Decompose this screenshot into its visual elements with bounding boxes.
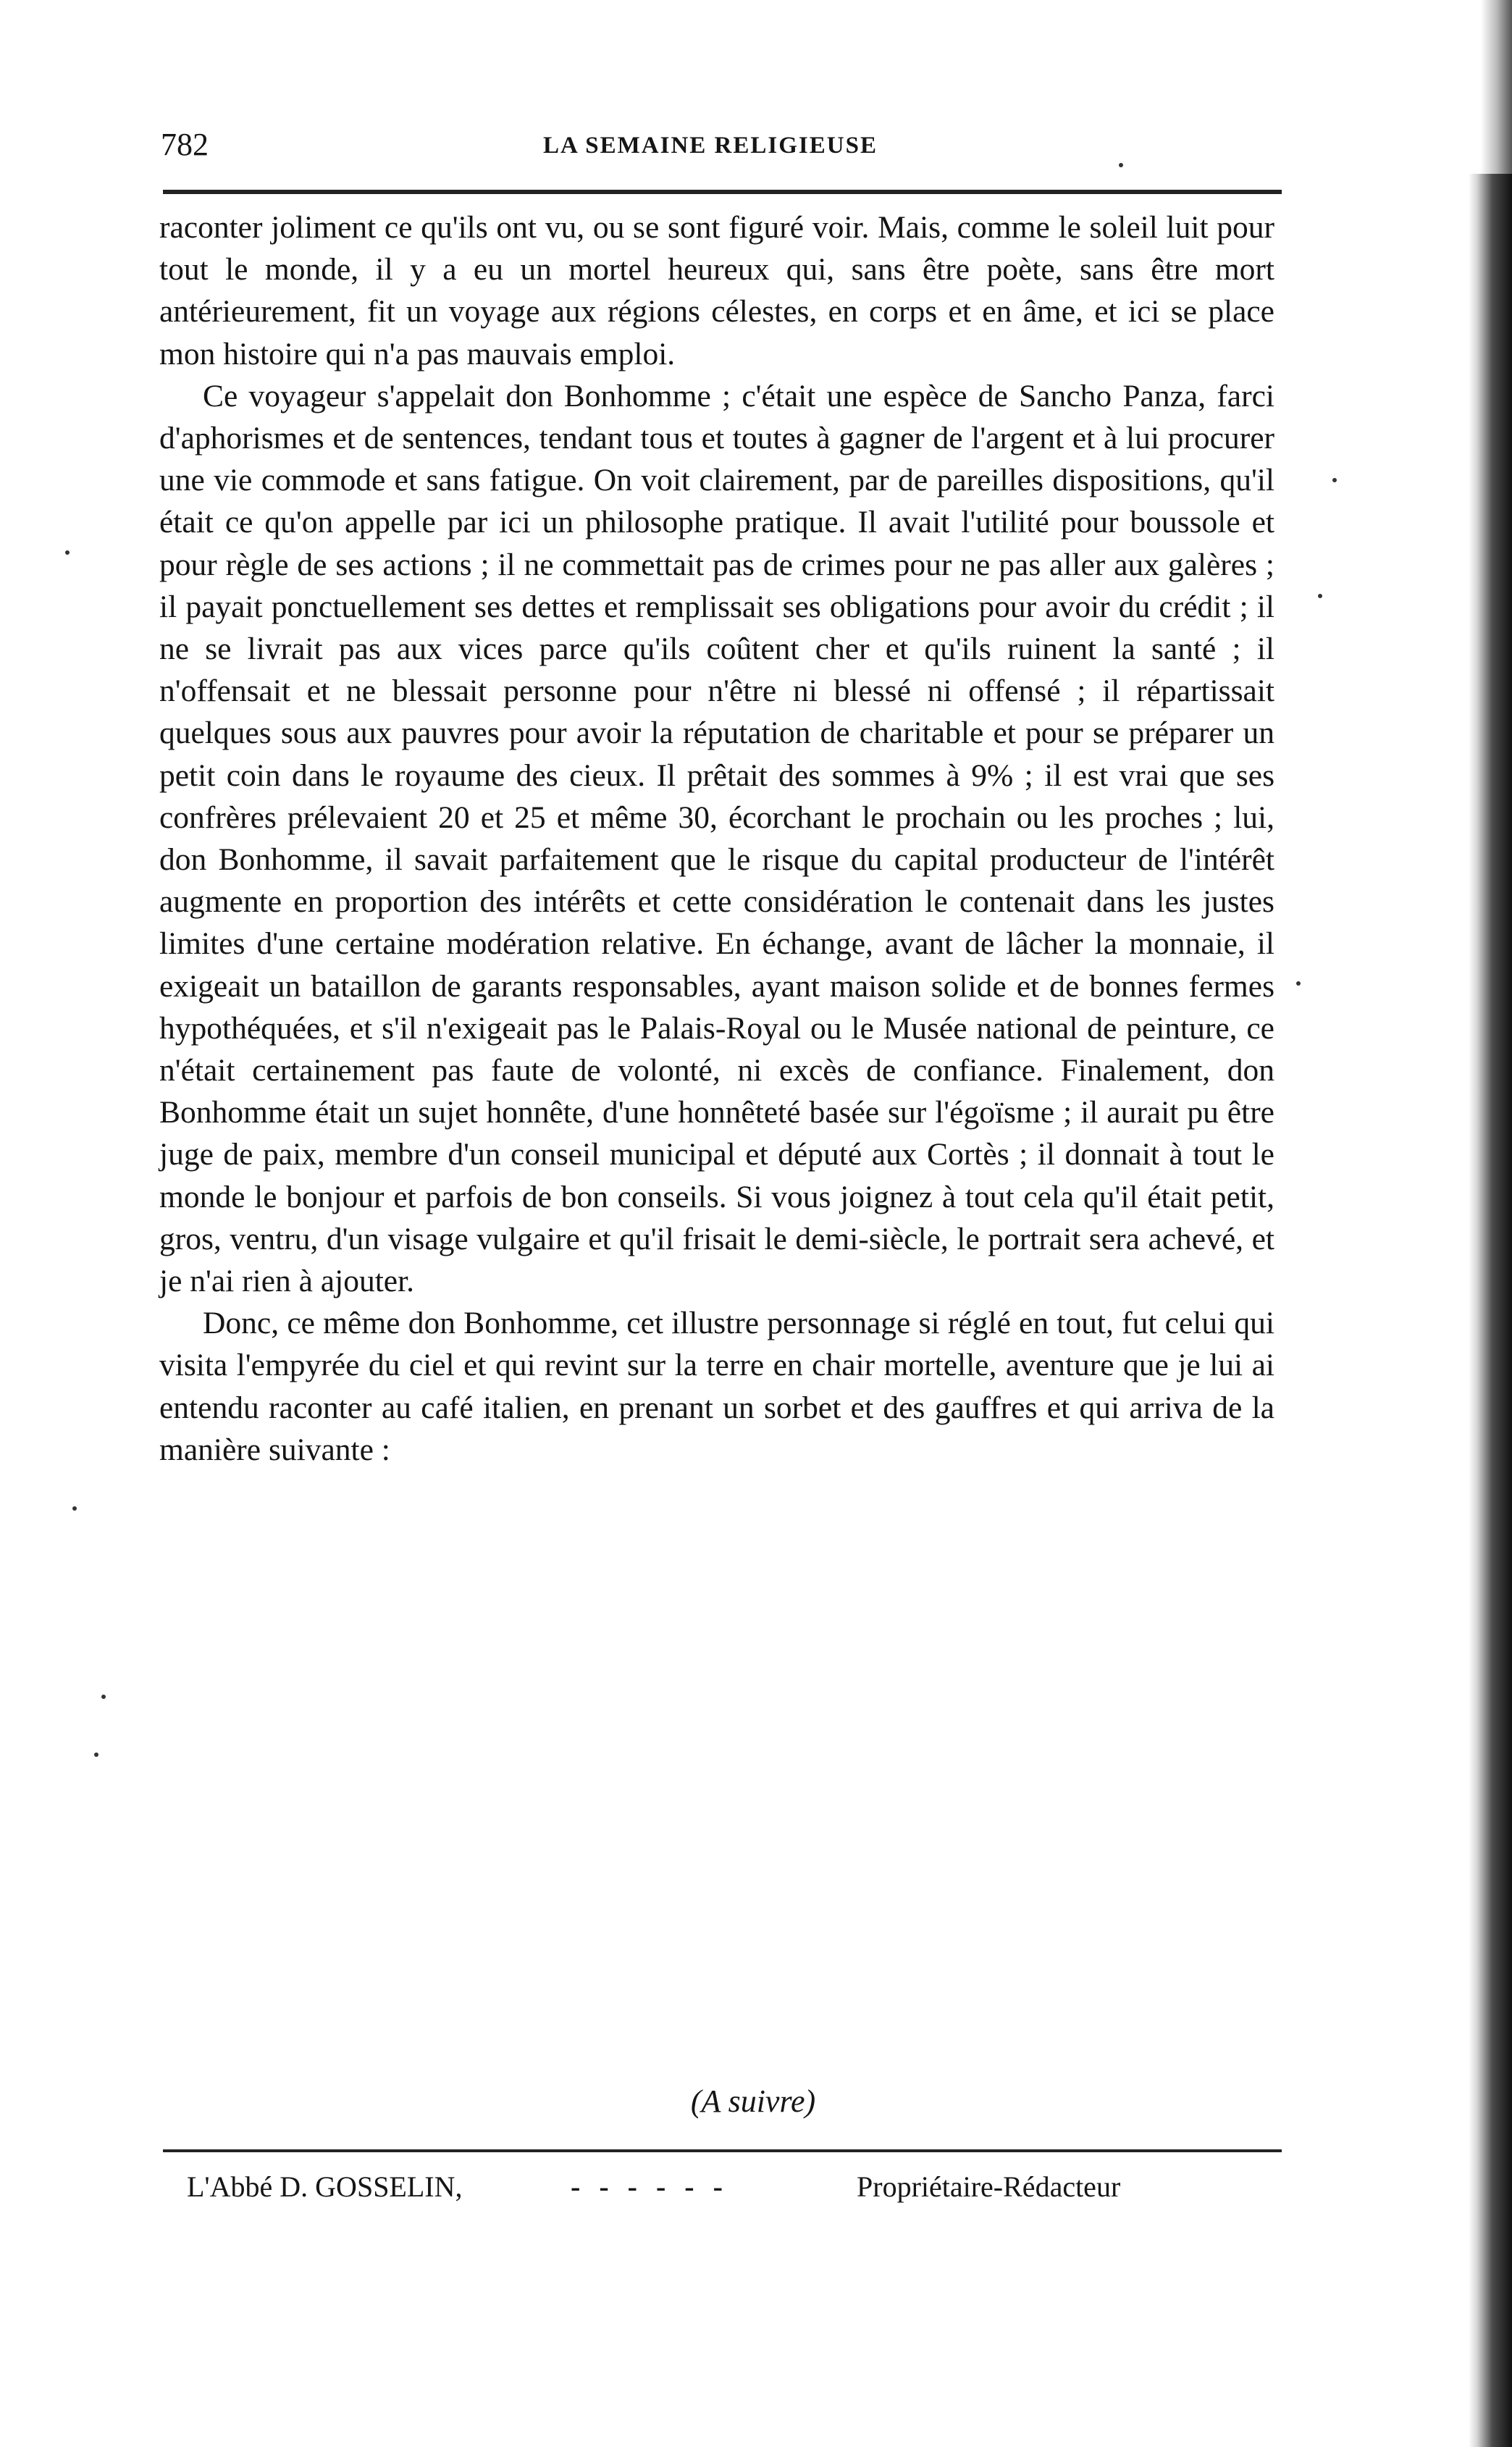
header-rule <box>163 190 1282 194</box>
scan-speck <box>101 1695 106 1699</box>
to-be-continued: (A suivre) <box>690 2083 816 2119</box>
scan-speck <box>94 1753 98 1757</box>
paragraph-1: raconter joliment ce qu'ils ont vu, ou se sont figuré voir. Mais, comme le soleil luit pour tout le monde, il y a eu un mortel heureux qui, sans être poète, sans être mort antérieurement, fit un voyage aux régions célestes, en corps et en âme, et ici se place mon histoire qui n'a pas mauvais emploi. <box>159 210 1274 372</box>
scan-speck <box>72 1506 77 1511</box>
editor-name: L'Abbé D. GOSSELIN, <box>187 2170 463 2203</box>
article-body <box>159 206 1274 1471</box>
scan-speck <box>1296 981 1301 986</box>
paragraph-2: Ce voyageur s'appelait don Bonhomme ; c'était une espèce de Sancho Panza, farci d'aphorismes et de sentences, tendant tous et toutes à gagner de l'argent et à lui procurer une vie commode et sans fatigue. On voit clairement, par de pareilles dispositions, qu'il était ce qu'on appelle par ici un philosophe pratique. Il avait l'utilité pour boussole et pour règle de ses actions ; il ne commettait pas de crimes pour ne pas aller aux galères ; il payait ponctuellement ses dettes et remplissait ses obligations pour avoir du crédit ; il ne se livrait pas aux vices parce qu'ils coûtent cher et qu'ils ruinent la santé ; il n'offensait et ne blessait personne pour n'être ni blessé ni offensé ; il répartissait quelques sous aux pauvres pour avoir la réputation de charitable et pour se préparer un petit coin dans le royaume des cieux. Il prêtait des sommes à 9% ; il est vrai que ses confrères prélevaient 20 et 25 et même 30, écorchant le prochain ou les proches ; lui, don Bonhomme, il savait parfaitement que le risque du capital producteur de l'intérêt augmente en proportion des intérêts et cette considération le contenait dans les justes limites d'une certaine modération relative. En échange, avant de lâcher la monnaie, il exigeait un bataillon de garants responsables, ayant maison solide et de bonnes fermes hypothéquées, et s'il n'exigeait pas le Palais-Royal ou le Musée national de peinture, ce n'était certainement pas faute de volonté, ni excès de confiance. Finalement, don Bonhomme était un sujet honnête, d'une honnêteté basée sur l'égoïsme ; il aurait pu être juge de paix, membre d'un conseil municipal et député aux Cortès ; il donnait à tout le monde le bonjour et parfois de bon conseils. Si vous joignez à tout cela qu'il était petit, gros, ventru, d'un visage vulgaire et qu'il frisait le demi-siècle, le portrait sera achevé, et je n'ai rien à ajouter. <box>159 378 1274 1299</box>
page-number: 782 <box>161 127 209 162</box>
paragraph-3: Donc, ce même don Bonhomme, cet illustre personnage si réglé en tout, fut celui qui visita l'empyrée du ciel et qui revint sur la terre en chair mortelle, aventure que je lui ai entendu raconter au café italien, en prenant un sorbet et des gauffres et qui arriva de la manière suivante : <box>159 1306 1274 1467</box>
binding-shadow <box>1469 174 1512 2447</box>
binding-shadow-top <box>1481 0 1512 174</box>
scan-speck <box>1332 478 1337 482</box>
scan-speck <box>1318 594 1322 598</box>
footer-rule <box>163 2149 1282 2152</box>
scan-speck <box>1119 163 1123 167</box>
scan-speck <box>65 550 70 555</box>
running-head <box>145 123 1285 167</box>
footer-dashes: - - - - - - <box>571 2170 728 2203</box>
editor-role: Propriétaire-Rédacteur <box>857 2170 1121 2203</box>
journal-title: LA SEMAINE RELIGIEUSE <box>543 133 878 159</box>
footer <box>187 2165 1201 2209</box>
